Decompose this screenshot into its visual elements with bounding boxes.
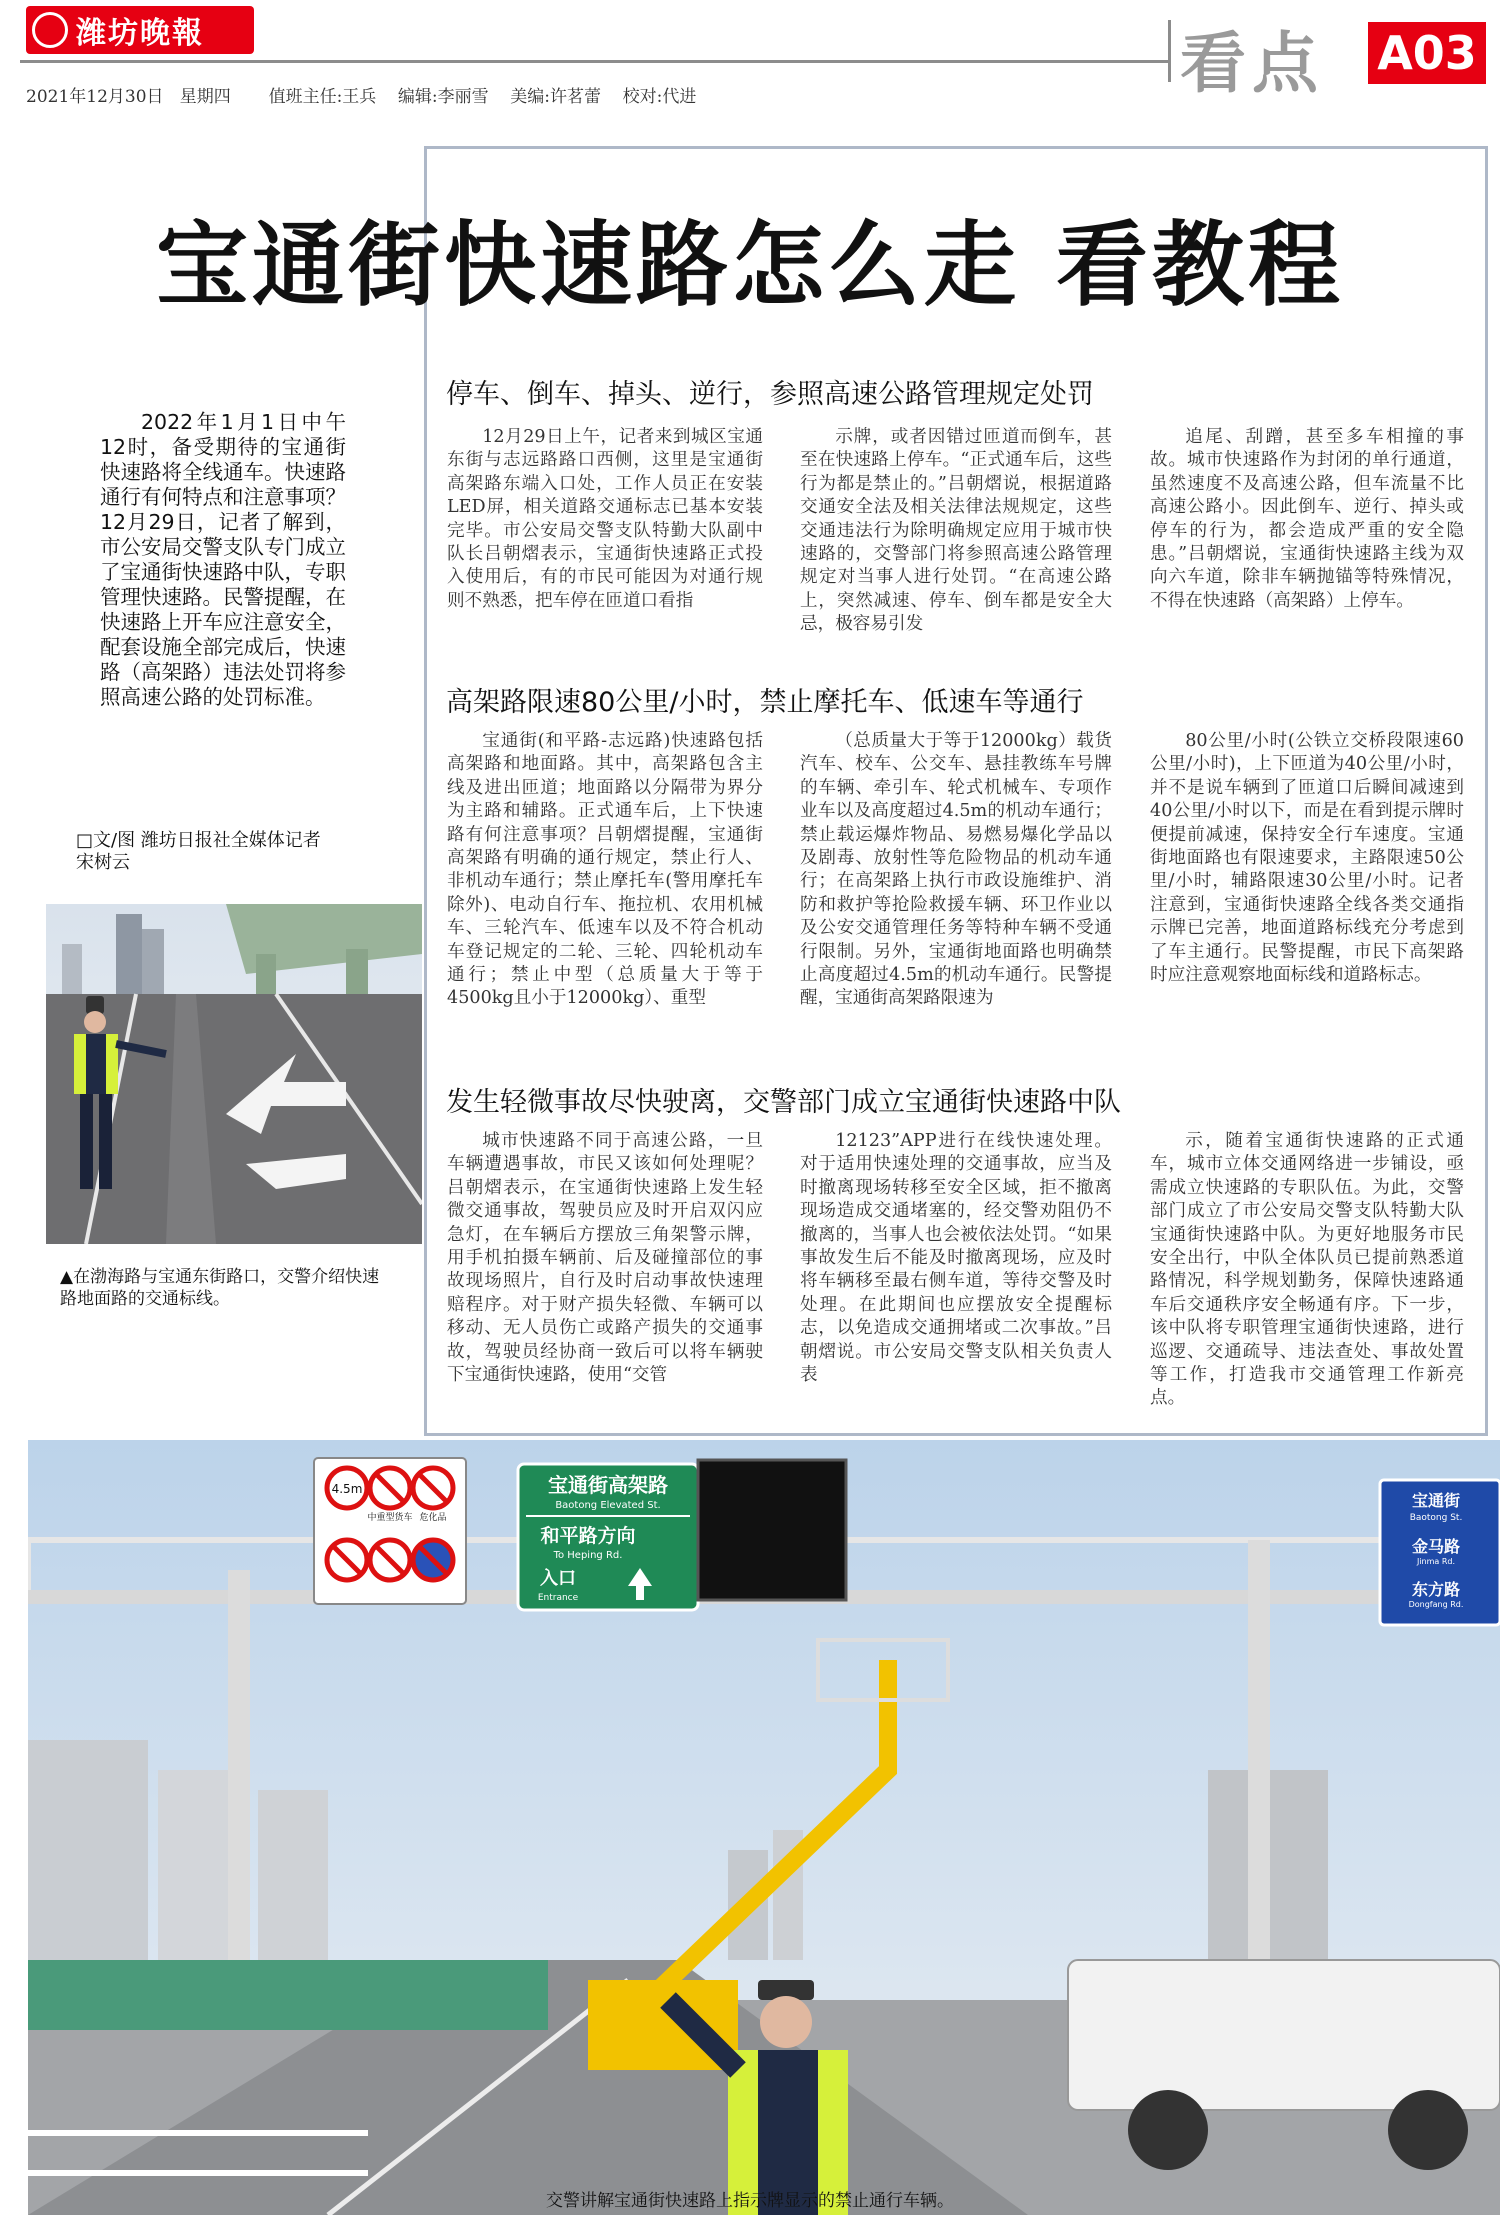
photo-officer-gantry-signs <box>28 1440 1500 2215</box>
section-2-col-1 <box>447 730 763 1011</box>
sign-green-direction: 和平路方向 <box>540 1525 636 1547</box>
paragraph: 示牌，或者因错过匝道而倒车，甚至在快速路上停车。“正式通车后，这些行为都是禁止的。”吕朝熠说，根据道路交通安全法及相关法律法规规定，这些交通违法行为除明确规定应用于城市快速路的，交警部门将参照高速公路管理规定对当事人进行处罚。“在高速公路上，突然减速、停车、倒车都是安全大忌，极容易引发 <box>800 427 1112 635</box>
paragraph: 追尾、刮蹭，甚至多车相撞的事故。城市快速路作为封闭的单行通道，虽然速度不及高速公路，但车流量不比高速公路小。因此倒车、逆行、掉头或停车的行为，都会造成严重的安全隐患。”吕朝熠说，宝通街快速路主线为双向六车道，除非车辆抛锚等特殊情况，不得在快速路（高架路）上停车。 <box>1150 427 1464 611</box>
byline: □文/图 潍坊日报社全媒体记者 宋树云 <box>76 830 321 873</box>
paragraph: 80公里/小时(公铁立交桥段限速60公里/小时)，上下匝道为40公里/小时，并不是说车辆到了匝道口后瞬间减速到40公里/小时以下，而是在看到提示牌时便提前减速，保持安全行车速度。宝通街地面路也有限速要求，主路限速50公里/小时，辅路限速30公里/小时。记者注意到，宝通街快速路全线各类交通指示牌已完善，地面道路标线充分考虑到了车主通行。民警提醒，市民下高架路时应注意观察地面标线和道路标志。 <box>1150 731 1464 986</box>
sign-green-title: 宝通街高架路 <box>548 1473 668 1497</box>
sign-blue-road-1: 金马路 <box>1411 1537 1461 1556</box>
section-3-col-2 <box>800 1130 1112 1387</box>
sign-blue-road-2-en: Dongfang Rd. <box>1408 1600 1464 1609</box>
section-2-title: 高架路限速80公里/小时，禁止摩托车、低速车等通行 <box>446 687 1084 718</box>
newspaper-logo <box>26 6 254 54</box>
medium-truck-label: 中重型货车 <box>367 1513 413 1523</box>
sign-green-title-en: Baotong Elevated St. <box>555 1500 661 1511</box>
photo-officer-road-markings <box>46 904 422 1244</box>
hazmat-label: 危化品 <box>419 1513 447 1523</box>
section-3-col-1 <box>447 1130 763 1387</box>
dateline: 2021年12月30日 星期四 值班主任:王兵 编辑:李丽雪 美编:许茗蕾 校对:代进 <box>26 87 697 107</box>
section-1-col-3 <box>1150 426 1464 613</box>
lead-paragraph <box>100 410 346 710</box>
page-number-badge: A03 <box>1368 22 1486 84</box>
logo-text: 潍坊晚報 <box>76 16 204 51</box>
photo-2-caption: 交警讲解宝通街快速路上指示牌显示的禁止通行车辆。 <box>546 2191 954 2211</box>
section-3-title: 发生轻微事故尽快驶离，交警部门成立宝通街快速路中队 <box>446 1087 1121 1118</box>
paragraph: 12月29日上午，记者来到城区宝通东街与志远路路口西侧，这里是宝通街高架路东端入口处，工作人员正在安装LED屏，相关道路交通标志已基本安装完毕。市公安局交警支队特勤大队副中队长吕朝熠表示，宝通街快速路正式投入使用后，有的市民可能因为对通行规则不熟悉，把车停在匝道口看指 <box>447 427 763 611</box>
logo-emblem-icon <box>32 12 68 48</box>
page-headline: 宝通街快速路怎么走 看教程 <box>155 212 1345 319</box>
section-3-col-3 <box>1150 1130 1464 1411</box>
photo-2-scene <box>28 1440 1500 2215</box>
paragraph: 示，随着宝通街快速路的正式通车，城市立体交通网络进一步铺设，亟需成立快速路的专职队伍。为此，交警部门成立了市公安局交警支队特勤大队宝通街快速路中队。为更好地服务市民安全出行，中队全体队员已提前熟悉道路情况，科学规划勤务，保障快速路通车后交通秩序安全畅通有序。下一步，该中队将专职管理宝通街快速路，进行巡逻、交通疏导、违法查处、事故处置等工作，打造我市交通管理工作新亮点。 <box>1150 1131 1464 1409</box>
sign-green-entrance-en: Entrance <box>537 1593 579 1603</box>
sign-blue-title-en: Baotong St. <box>1409 1513 1463 1523</box>
section-1-col-2 <box>800 426 1112 637</box>
photo-1-scene <box>46 904 422 1244</box>
section-1-col-1 <box>447 426 763 613</box>
header-divider <box>1168 20 1171 82</box>
section-2-col-3 <box>1150 730 1464 987</box>
sign-green-entrance: 入口 <box>540 1568 576 1589</box>
paragraph: 城市快速路不同于高速公路，一旦车辆遭遇事故，市民又该如何处理呢？吕朝熠表示，在宝通街快速路上发生轻微交通事故，驾驶员应及时开启双闪应急灯，在车辆后方摆放三角架警示牌，用手机拍摄车辆前、后及碰撞部位的事故现场照片，自行及时启动事故快速理赔程序。对于财产损失轻微、车辆可以移动、无人员伤亡或路产损失的交通事故，驾驶员经协商一致后可以将车辆驶下宝通街快速路，使用“交管 <box>447 1131 763 1386</box>
masthead-rule <box>20 60 1170 63</box>
masthead <box>0 0 1500 107</box>
lead-text: 2022年1月1日中午12时，备受期待的宝通街快速路将全线通车。快速路通行有何特点和注意事项？12月29日，记者了解到，市公安局交警支队专门成立了宝通街快速路中队，专职管理快速路。民警提醒，在快速路上开车应注意安全，配套设施全部完成后，快速路（高架路）违法处罚将参照高速公路的处罚标准。 <box>100 410 346 709</box>
sign-blue-title: 宝通街 <box>1411 1491 1461 1510</box>
sign-green-direction-en: To Heping Rd. <box>553 1550 623 1561</box>
section-1-title: 停车、倒车、掉头、逆行，参照高速公路管理规定处罚 <box>446 379 1094 410</box>
sign-blue-road-2: 东方路 <box>1411 1580 1461 1599</box>
paragraph: 12123”APP进行在线快速处理。对于适用快速处理的交通事故，应当及时撤离现场转移至安全区域，拒不撤离现场造成交通堵塞的，经交警劝阻仍不撤离的，当事人也会被依法处罚。“如果事故发生后不能及时撤离现场，应及时将车辆移至最右侧车道，等待交警及时处理。在此期间也应摆放安全提醒标志，以免造成交通拥堵或二次事故。”吕朝熠说。市公安局交警支队相关负责人表 <box>800 1131 1112 1386</box>
section-title: 看点 <box>1180 25 1324 102</box>
paragraph: 宝通街(和平路-志远路)快速路包括高架路和地面路。其中，高架路包含主线及进出匝道；地面路以分隔带为界分为主路和辅路。正式通车后，上下快速路有何注意事项？吕朝熠提醒，宝通街高架路有明确的通行规定，禁止行人、非机动车通行；禁止摩托车(警用摩托车除外)、电动自行车、拖拉机、农用机械车、三轮汽车、低速车以及不符合机动车登记规定的二轮、三轮、四轮机动车通行；禁止中型（总质量大于等于4500kg且小于12000kg）、重型 <box>447 731 763 1009</box>
paragraph: （总质量大于等于12000kg）载货汽车、校车、公交车、悬挂教练车号牌的车辆、牵引车、轮式机械车、专项作业车以及高度超过4.5m的机动车通行；禁止载运爆炸物品、易燃易爆化学品以及剧毒、放射性等危险物品的机动车通行；在高架路上执行市政设施维护、消防和救护等抢险救援车辆、环卫作业以及公安交通管理任务等特种车辆不受通行限制。另外，宝通街地面路也明确禁止高度超过4.5m的机动车通行。民警提醒，宝通街高架路限速为 <box>800 731 1112 1009</box>
section-2-col-2 <box>800 730 1112 1011</box>
height-limit-label: 4.5m <box>331 1482 363 1496</box>
photo-1-caption: ▲在渤海路与宝通东街路口，交警介绍快速路地面路的交通标线。 <box>60 1267 380 1309</box>
sign-blue-road-1-en: Jinma Rd. <box>1416 1557 1456 1566</box>
